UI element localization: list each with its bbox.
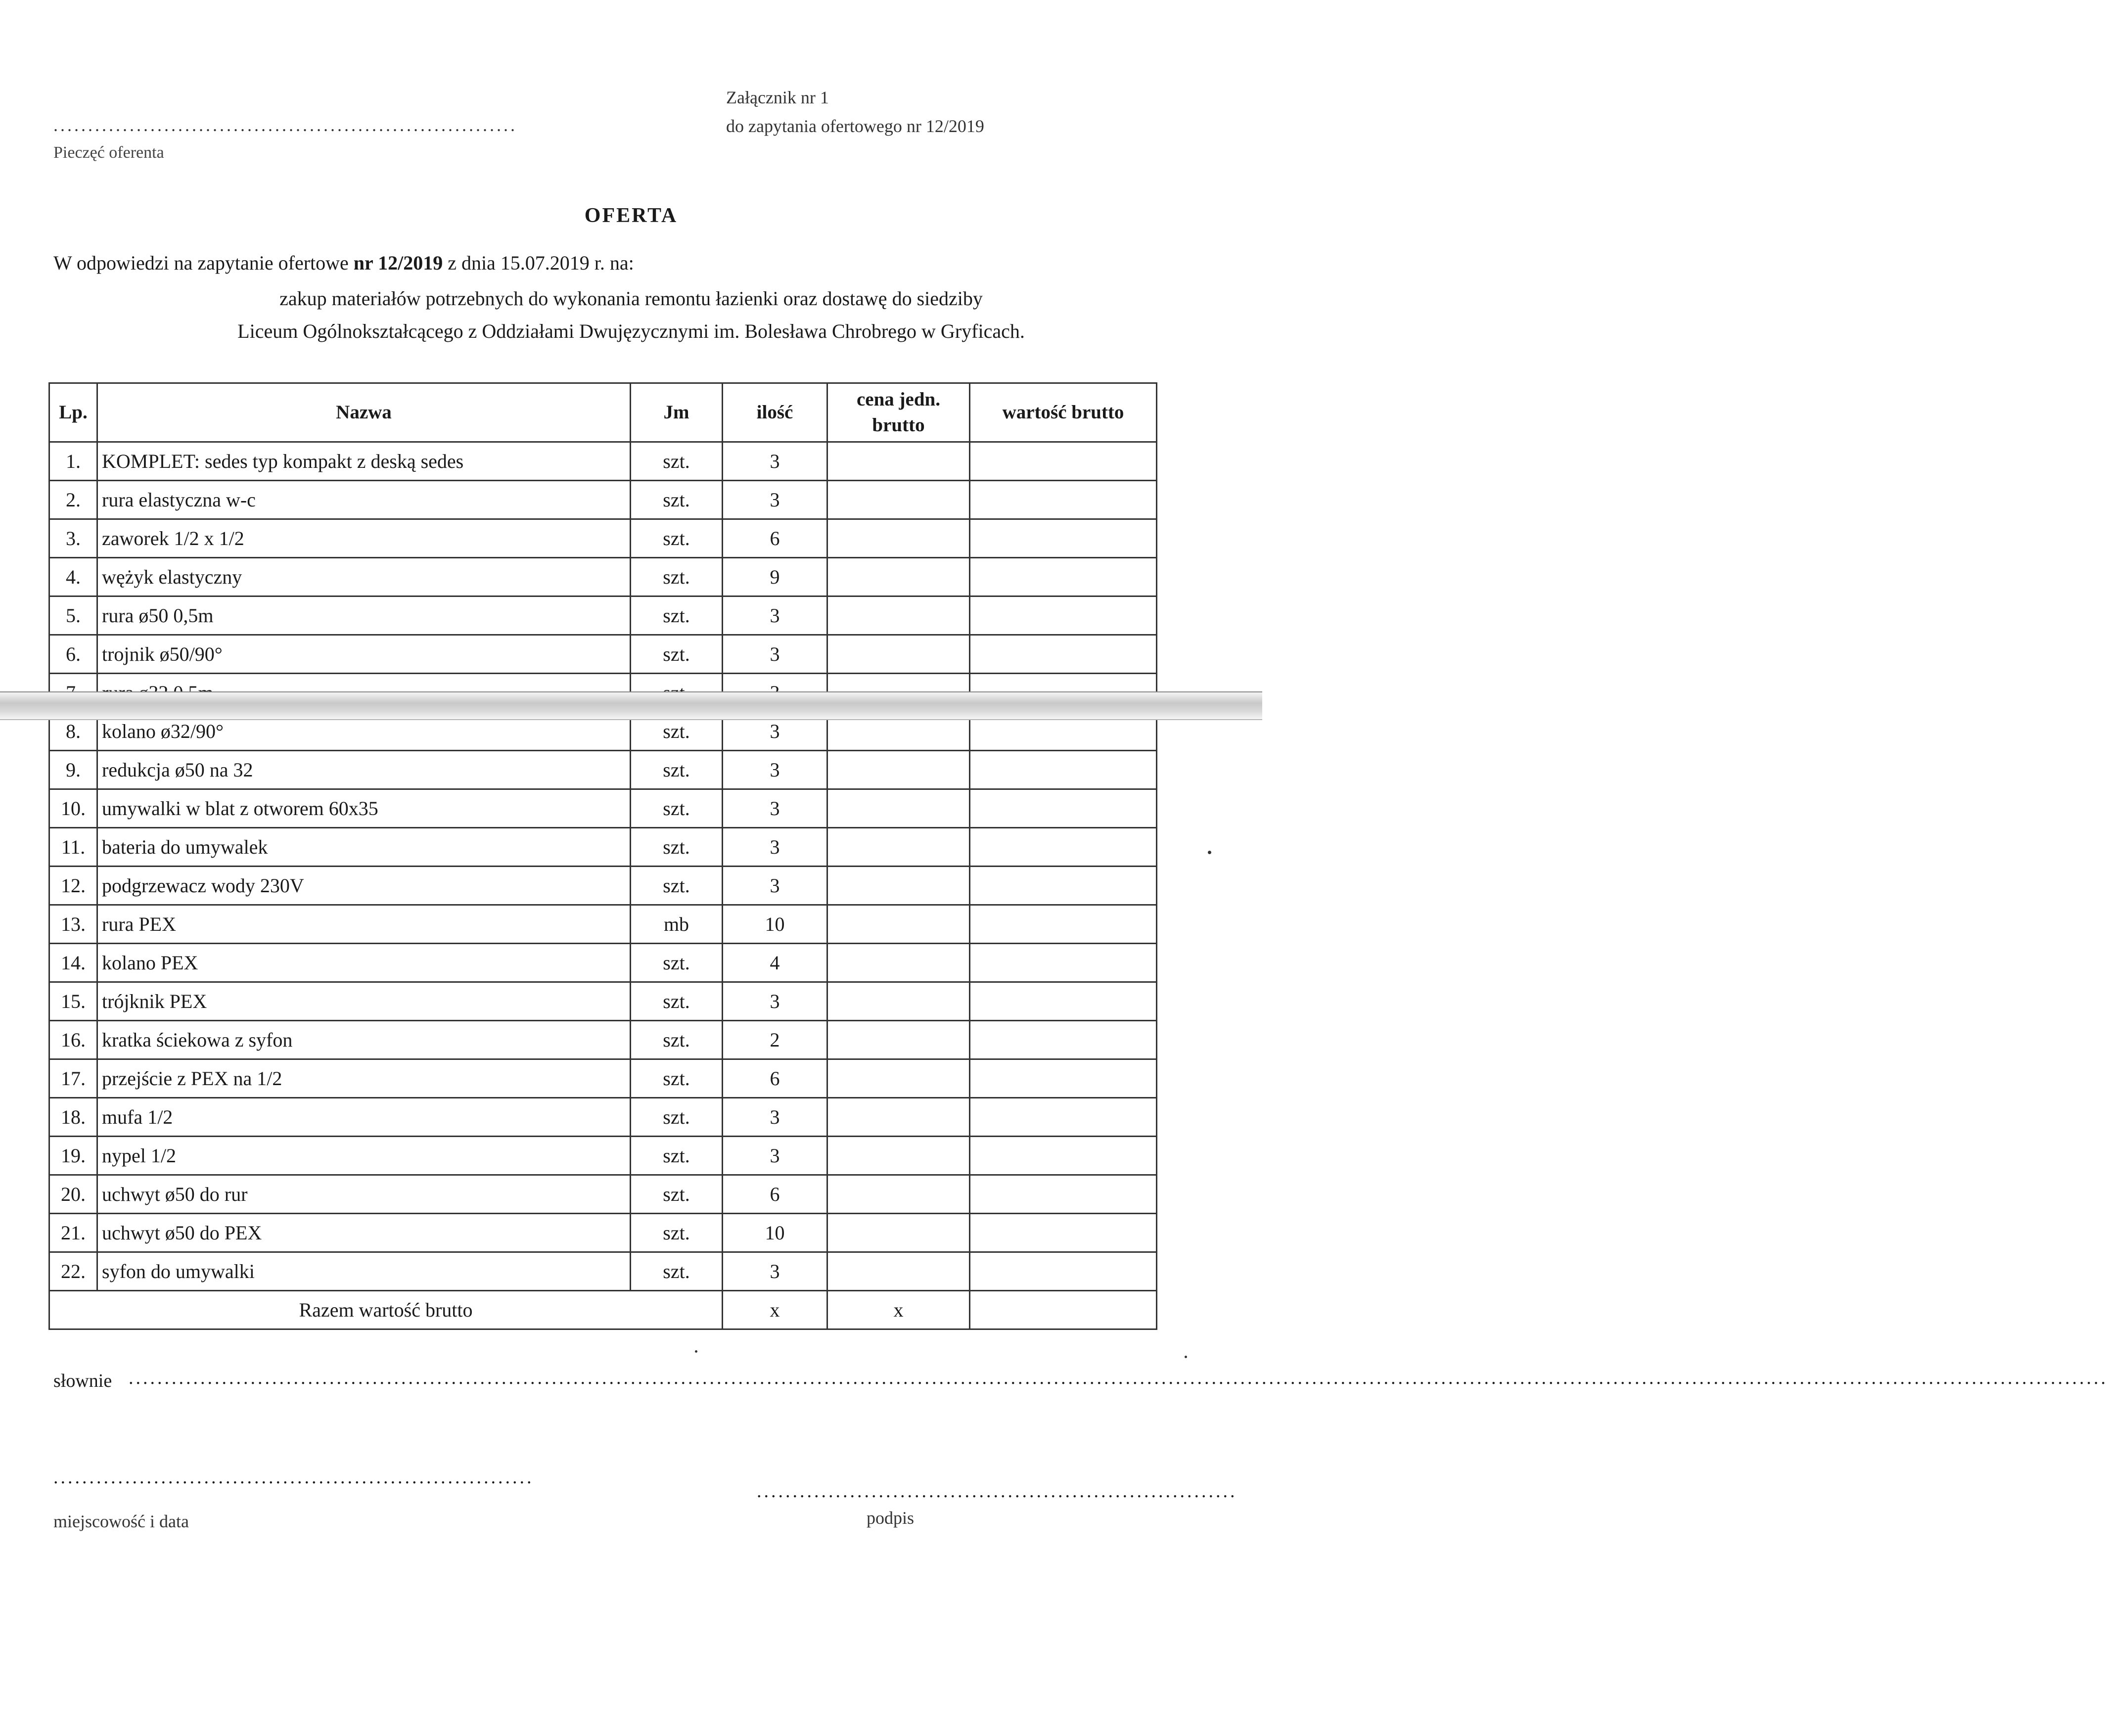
row-name: rura elastyczna w-c <box>97 481 631 519</box>
scan-artifact-band <box>0 691 1262 720</box>
row-unit: szt. <box>631 442 723 481</box>
stamp-label: Pieczęć oferenta <box>53 143 164 162</box>
row-total-cell[interactable] <box>970 481 1157 519</box>
row-unit-price-cell[interactable] <box>827 558 970 596</box>
total-qty-mark: x <box>723 1291 827 1329</box>
row-qty: 3 <box>723 1137 827 1175</box>
table-header-row <box>49 383 1157 442</box>
document-title: OFERTA <box>584 204 678 227</box>
row-lp: 13. <box>49 905 97 944</box>
row-unit: szt. <box>631 519 723 558</box>
row-lp: 6. <box>49 635 97 674</box>
row-qty: 3 <box>723 481 827 519</box>
header-total: wartość brutto <box>970 383 1157 442</box>
row-qty: 3 <box>723 1098 827 1137</box>
table-row <box>49 789 1157 828</box>
scan-speck <box>1208 851 1211 854</box>
header-unit: Jm <box>631 383 723 442</box>
row-unit-price-cell[interactable] <box>827 867 970 905</box>
row-lp: 8. <box>49 712 97 751</box>
row-total-cell[interactable] <box>970 1214 1157 1252</box>
row-unit-price-cell[interactable] <box>827 982 970 1021</box>
row-total-cell[interactable] <box>970 1137 1157 1175</box>
place-date-label: miejscowość i data <box>53 1511 189 1531</box>
in-words-dots[interactable]: .................................................................................................................................................................................................................................................................................... <box>129 1368 2108 1388</box>
row-unit-price-cell[interactable] <box>827 635 970 674</box>
row-unit: szt. <box>631 1252 723 1291</box>
row-qty: 3 <box>723 751 827 789</box>
attachment-note <box>726 83 984 140</box>
row-unit-price-cell[interactable] <box>827 828 970 867</box>
row-unit: szt. <box>631 1098 723 1137</box>
row-name: kratka ściekowa z syfon <box>97 1021 631 1059</box>
place-date-dots[interactable]: ................................................................... <box>53 1467 534 1488</box>
row-name: przejście z PEX na 1/2 <box>97 1059 631 1098</box>
row-unit-price-cell[interactable] <box>827 442 970 481</box>
table-row <box>49 828 1157 867</box>
row-total-cell[interactable] <box>970 558 1157 596</box>
header-unit-price <box>827 383 970 442</box>
row-lp: 4. <box>49 558 97 596</box>
row-name: trójknik PEX <box>97 982 631 1021</box>
header-unit-price-line-2: brutto <box>872 414 925 436</box>
row-unit: szt. <box>631 944 723 982</box>
row-unit: szt. <box>631 1175 723 1214</box>
row-name: kolano PEX <box>97 944 631 982</box>
row-unit: szt. <box>631 596 723 635</box>
subject-line-2: Liceum Ogólnokształcącego z Oddziałami Dwujęzycznymi im. Bolesława Chrobrego w Gryficach. <box>237 320 1025 342</box>
row-lp: 3. <box>49 519 97 558</box>
row-unit-price-cell[interactable] <box>827 481 970 519</box>
row-unit-price-cell[interactable] <box>827 751 970 789</box>
total-label: Razem wartość brutto <box>49 1291 723 1329</box>
row-qty: 3 <box>723 596 827 635</box>
row-qty: 4 <box>723 944 827 982</box>
row-lp: 21. <box>49 1214 97 1252</box>
signature-dots[interactable]: ................................................................... <box>757 1481 1237 1502</box>
row-unit-price-cell[interactable] <box>827 1098 970 1137</box>
total-price-mark: x <box>827 1291 970 1329</box>
intro-line <box>53 251 634 274</box>
row-lp: 10. <box>49 789 97 828</box>
row-lp: 5. <box>49 596 97 635</box>
row-lp: 9. <box>49 751 97 789</box>
row-unit: szt. <box>631 1021 723 1059</box>
row-name: KOMPLET: sedes typ kompakt z deską sedes <box>97 442 631 481</box>
row-lp: 16. <box>49 1021 97 1059</box>
row-qty: 3 <box>723 867 827 905</box>
table-row <box>49 1021 1157 1059</box>
scan-speck <box>695 1350 697 1353</box>
row-qty: 3 <box>723 442 827 481</box>
row-name: nypel 1/2 <box>97 1137 631 1175</box>
row-unit-price-cell[interactable] <box>827 1137 970 1175</box>
offer-table <box>48 382 1157 1330</box>
row-unit-price-cell[interactable] <box>827 944 970 982</box>
row-unit: szt. <box>631 1059 723 1098</box>
row-unit-price-cell[interactable] <box>827 519 970 558</box>
intro-before: W odpowiedzi na zapytanie ofertowe <box>53 252 354 274</box>
row-lp: 2. <box>49 481 97 519</box>
table-row <box>49 867 1157 905</box>
row-qty: 9 <box>723 558 827 596</box>
row-lp: 15. <box>49 982 97 1021</box>
table-row <box>49 635 1157 674</box>
row-unit-price-cell[interactable] <box>827 1175 970 1214</box>
row-name: wężyk elastyczny <box>97 558 631 596</box>
row-qty: 6 <box>723 519 827 558</box>
row-name: zaworek 1/2 x 1/2 <box>97 519 631 558</box>
table-row <box>49 1214 1157 1252</box>
row-unit-price-cell[interactable] <box>827 596 970 635</box>
row-name: syfon do umywalki <box>97 1252 631 1291</box>
row-lp: 14. <box>49 944 97 982</box>
row-unit-price-cell[interactable] <box>827 1021 970 1059</box>
table-row <box>49 558 1157 596</box>
row-qty: 3 <box>723 982 827 1021</box>
subject-line-1: zakup materiałów potrzebnych do wykonania remontu łazienki oraz dostawę do siedziby <box>279 287 983 310</box>
row-unit: szt. <box>631 712 723 751</box>
row-unit: szt. <box>631 828 723 867</box>
row-unit-price-cell[interactable] <box>827 1252 970 1291</box>
row-total-cell[interactable] <box>970 1098 1157 1137</box>
row-lp: 12. <box>49 867 97 905</box>
row-total-cell[interactable] <box>970 944 1157 982</box>
row-qty: 3 <box>723 712 827 751</box>
row-total-cell[interactable] <box>970 789 1157 828</box>
header-qty: ilość <box>723 383 827 442</box>
row-name: uchwyt ø50 do rur <box>97 1175 631 1214</box>
intro-after: z dnia 15.07.2019 r. na: <box>443 252 634 274</box>
row-unit: szt. <box>631 867 723 905</box>
row-unit: szt. <box>631 789 723 828</box>
row-unit-price-cell[interactable] <box>827 905 970 944</box>
header-name: Nazwa <box>97 383 631 442</box>
row-total-cell[interactable] <box>970 751 1157 789</box>
row-qty: 3 <box>723 828 827 867</box>
row-lp: 20. <box>49 1175 97 1214</box>
row-unit-price-cell[interactable] <box>827 1214 970 1252</box>
row-qty: 3 <box>723 1252 827 1291</box>
row-unit: szt. <box>631 481 723 519</box>
scan-speck <box>1185 1356 1187 1358</box>
row-unit: szt. <box>631 1214 723 1252</box>
row-total-cell[interactable] <box>970 596 1157 635</box>
table-row <box>49 519 1157 558</box>
row-total-cell[interactable] <box>970 1021 1157 1059</box>
row-total-cell[interactable] <box>970 635 1157 674</box>
row-qty: 6 <box>723 1059 827 1098</box>
table-row <box>49 1059 1157 1098</box>
stamp-dots: ................................................................... <box>53 115 517 135</box>
row-unit: szt. <box>631 982 723 1021</box>
row-name: bateria do umywalek <box>97 828 631 867</box>
table-total-row <box>49 1291 1157 1329</box>
table-row <box>49 442 1157 481</box>
row-unit: mb <box>631 905 723 944</box>
signature-label: podpis <box>867 1508 915 1528</box>
table-row <box>49 905 1157 944</box>
table-row <box>49 481 1157 519</box>
row-name: rura PEX <box>97 905 631 944</box>
attachment-line-1: Załącznik nr 1 <box>726 88 829 107</box>
row-name: podgrzewacz wody 230V <box>97 867 631 905</box>
table-row <box>49 944 1157 982</box>
row-total-cell[interactable] <box>970 1175 1157 1214</box>
row-total-cell[interactable] <box>970 1252 1157 1291</box>
table-row <box>49 1252 1157 1291</box>
row-name: umywalki w blat z otworem 60x35 <box>97 789 631 828</box>
row-total-cell[interactable] <box>970 982 1157 1021</box>
row-total-cell[interactable] <box>970 867 1157 905</box>
row-lp: 17. <box>49 1059 97 1098</box>
row-qty: 10 <box>723 905 827 944</box>
row-total-cell[interactable] <box>970 442 1157 481</box>
row-qty: 3 <box>723 789 827 828</box>
row-qty: 2 <box>723 1021 827 1059</box>
header-unit-price-line-1: cena jedn. <box>857 389 940 410</box>
row-name: redukcja ø50 na 32 <box>97 751 631 789</box>
row-unit-price-cell[interactable] <box>827 1059 970 1098</box>
header-lp: Lp. <box>49 383 97 442</box>
in-words-label: słownie <box>53 1371 112 1391</box>
row-total-cell[interactable] <box>970 905 1157 944</box>
table-row <box>49 1098 1157 1137</box>
row-unit: szt. <box>631 635 723 674</box>
row-qty: 10 <box>723 1214 827 1252</box>
row-unit: szt. <box>631 1137 723 1175</box>
row-lp: 1. <box>49 442 97 481</box>
table-row <box>49 1137 1157 1175</box>
table-row <box>49 751 1157 789</box>
row-total-cell[interactable] <box>970 828 1157 867</box>
row-unit-price-cell[interactable] <box>827 789 970 828</box>
row-qty: 3 <box>723 635 827 674</box>
row-unit: szt. <box>631 751 723 789</box>
row-lp: 22. <box>49 1252 97 1291</box>
row-unit: szt. <box>631 558 723 596</box>
row-lp: 18. <box>49 1098 97 1137</box>
row-lp: 11. <box>49 828 97 867</box>
row-lp: 19. <box>49 1137 97 1175</box>
table-row <box>49 982 1157 1021</box>
attachment-line-2: do zapytania ofertowego nr 12/2019 <box>726 116 984 136</box>
row-name: mufa 1/2 <box>97 1098 631 1137</box>
row-total-cell[interactable] <box>970 519 1157 558</box>
table-row <box>49 596 1157 635</box>
row-total-cell[interactable] <box>970 1059 1157 1098</box>
table-row <box>49 1175 1157 1214</box>
row-name: uchwyt ø50 do PEX <box>97 1214 631 1252</box>
row-name: kolano ø32/90° <box>97 712 631 751</box>
row-qty: 6 <box>723 1175 827 1214</box>
row-name: trojnik ø50/90° <box>97 635 631 674</box>
total-value-cell[interactable] <box>970 1291 1157 1329</box>
row-name: rura ø50 0,5m <box>97 596 631 635</box>
inquiry-number: nr 12/2019 <box>353 252 443 274</box>
